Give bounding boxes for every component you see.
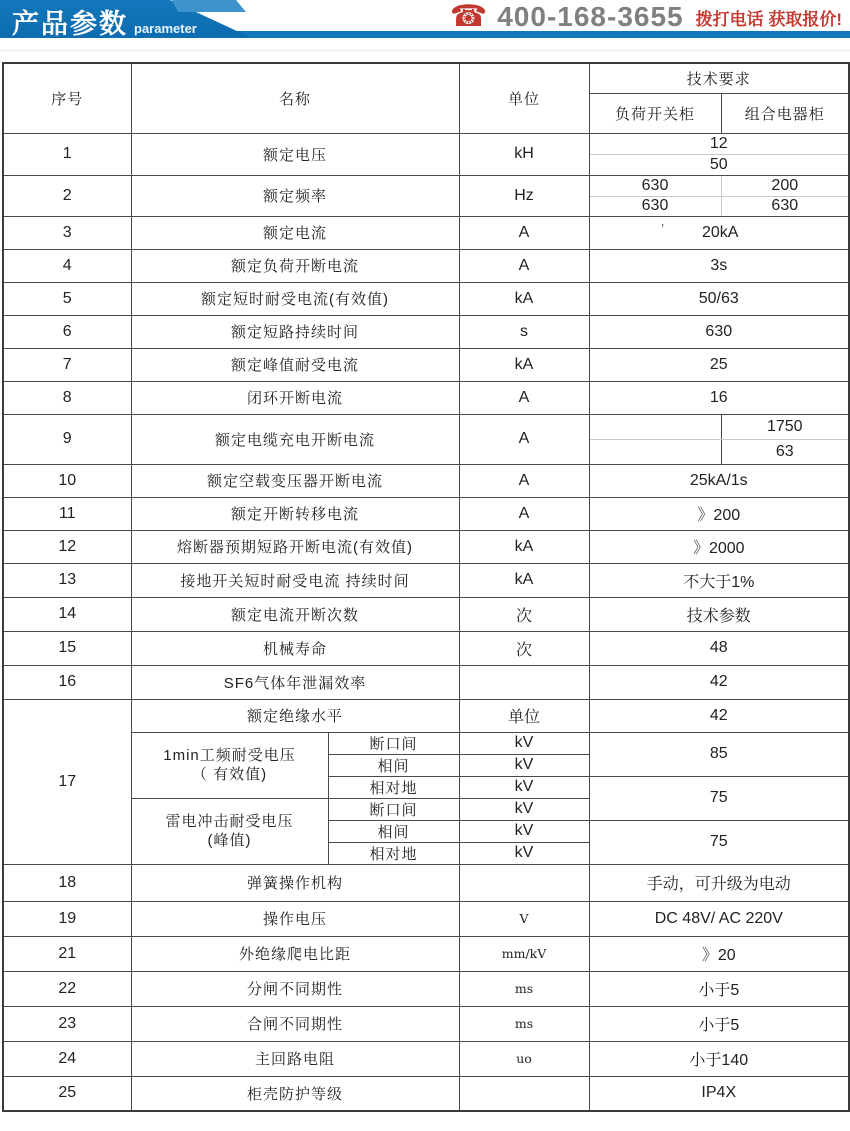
row-name: 额定电缆充电开断电流 [131,414,459,464]
row-name: 分闸不同期性 [131,971,459,1006]
row-name: 外绝缘爬电比距 [131,936,459,971]
row-value-empty [589,414,721,439]
row-name: 额定峰值耐受电流 [131,348,459,381]
row-name: 额定短路持续时间 [131,315,459,348]
row-seq: 11 [3,497,131,530]
table-row [3,464,849,497]
row-seq: 21 [3,936,131,971]
row-name: 额定绝缘水平 [131,699,459,732]
row-unit: kV [459,732,589,754]
row-name: 额定电压 [131,133,459,175]
row-unit: kV [459,776,589,798]
row-value: 50/63 [589,282,849,315]
parameters-table [2,62,850,1112]
row-name: 额定频率 [131,175,459,216]
group-label-line2: （ 有效值) [191,766,268,783]
row-seq: 14 [3,597,131,631]
row-seq: 8 [3,381,131,414]
sub-row-label: 断口间 [328,798,459,820]
header-name: 名称 [131,63,459,133]
row-unit: 单位 [459,699,589,732]
row-seq: 4 [3,249,131,282]
row-unit: s [459,315,589,348]
row-value: 16 [589,381,849,414]
row-unit: A [459,414,589,464]
sub-row-label: 相对地 [328,776,459,798]
row-seq: 15 [3,631,131,665]
row-seq: 23 [3,1006,131,1041]
row-unit: 次 [459,597,589,631]
header-load-switch-cabinet: 负荷开关柜 [589,93,721,133]
row-unit: 次 [459,631,589,665]
row-unit: kH [459,133,589,175]
group-label-power-frequency [131,732,328,798]
row-seq: 18 [3,864,131,901]
table-row [3,699,849,732]
row-value: 42 [589,699,849,732]
row-name: 额定电流开断次数 [131,597,459,631]
table-row [3,133,849,154]
row-name: 额定电流 [131,216,459,249]
group-label-lightning-impulse [131,798,328,864]
row-value-text: 20kA [701,223,739,241]
row-unit: kV [459,820,589,842]
sub-row-label: 相间 [328,754,459,776]
row-value: DC 48V/ AC 220V [589,901,849,936]
row-seq: 10 [3,464,131,497]
row-value: 手动，可升级为电动 [589,864,849,901]
table-row [3,249,849,282]
row-value-cell: 1750 [721,414,849,439]
row-value-cell: 63 [721,439,849,464]
row-unit: A [459,464,589,497]
sub-row-label: 相对地 [328,842,459,864]
row-seq: 1 [3,133,131,175]
row-value: 不大于1% [589,563,849,597]
row-value: IP4X [589,1076,849,1111]
table-row [3,497,849,530]
row-name: 额定负荷开断电流 [131,249,459,282]
table-row [3,315,849,348]
row-seq: 12 [3,530,131,563]
header-combined-cabinet: 组合电器柜 [721,93,849,133]
row-unit: kA [459,282,589,315]
row-name: 弹簧操作机构 [131,864,459,901]
row-unit: Hz [459,175,589,216]
row-unit: kV [459,842,589,864]
row-value: 》20 [589,936,849,971]
row-unit: ms [459,1006,589,1041]
row-seq: 16 [3,665,131,699]
row-value: 小于5 [589,1006,849,1041]
row-value: 小于5 [589,971,849,1006]
row-seq: 9 [3,414,131,464]
divider-line [0,50,850,51]
row-unit: mm/kV [459,936,589,971]
row-unit: kA [459,348,589,381]
row-value: 小于140 [589,1041,849,1076]
header-tech: 技术要求 [589,63,849,93]
row-name: 柜壳防护等级 [131,1076,459,1111]
row-seq: 13 [3,563,131,597]
row-value: 25 [589,348,849,381]
row-name: 额定短时耐受电流(有效值) [131,282,459,315]
row-seq: 17 [3,699,131,864]
row-value: 630 [589,315,849,348]
header-seq: 序号 [3,63,131,133]
row-seq: 19 [3,901,131,936]
row-unit [459,864,589,901]
row-unit: ms [459,971,589,1006]
table-row [3,175,849,196]
table-row [3,864,849,901]
row-value: 75 [589,776,849,820]
stray-mark: ’ [661,220,664,236]
table-row [3,665,849,699]
table-row [3,1076,849,1111]
table-row [3,631,849,665]
table-row [3,1041,849,1076]
row-value-top: 12 [589,133,849,154]
page-subtitle: parameter [134,21,197,36]
table-row [3,381,849,414]
row-unit [459,1076,589,1111]
row-name: 额定开断转移电流 [131,497,459,530]
row-unit: A [459,249,589,282]
row-value [589,216,849,249]
row-seq: 24 [3,1041,131,1076]
phone-cta-text: 拨打电话 获取报价! [695,9,842,29]
row-seq: 25 [3,1076,131,1111]
table-row [3,901,849,936]
row-unit: uo [459,1041,589,1076]
row-value: 25kA/1s [589,464,849,497]
row-name: 合闸不同期性 [131,1006,459,1041]
sub-row-label: 相间 [328,820,459,842]
table-row [3,971,849,1006]
table-row [3,348,849,381]
row-unit: V [459,901,589,936]
row-unit: kV [459,754,589,776]
table-row [3,597,849,631]
row-unit: A [459,381,589,414]
page-title: 产品参数 [12,9,128,39]
row-name: 接地开关短时耐受电流 持续时间 [131,563,459,597]
row-value: 85 [589,732,849,776]
row-value: 》2000 [589,530,849,563]
row-value-empty [589,439,721,464]
row-seq: 7 [3,348,131,381]
row-name: 机械寿命 [131,631,459,665]
group-label-line1: 1min工频耐受电压 [163,746,296,764]
table-row [3,936,849,971]
row-name: 主回路电阻 [131,1041,459,1076]
table-row [3,414,849,439]
row-seq: 22 [3,971,131,1006]
table-row [3,1006,849,1041]
row-name: SF6气体年泄漏效率 [131,665,459,699]
row-value: 》200 [589,497,849,530]
row-value-cell: 630 [589,196,721,216]
table-row [3,216,849,249]
table-row [3,282,849,315]
row-seq: 2 [3,175,131,216]
row-value: 48 [589,631,849,665]
row-seq: 6 [3,315,131,348]
row-seq: 3 [3,216,131,249]
row-unit: A [459,497,589,530]
table-row [3,530,849,563]
row-value-cell: 630 [721,196,849,216]
row-value-cell: 630 [589,175,721,196]
row-value: 技术参数 [589,597,849,631]
row-unit: A [459,216,589,249]
row-unit [459,665,589,699]
row-unit: kV [459,798,589,820]
row-value-cell: 200 [721,175,849,196]
row-name: 额定空载变压器开断电流 [131,464,459,497]
phone-icon: ☎ [449,0,488,33]
sub-row-label: 断口间 [328,732,459,754]
group-label-line2: (峰值) [207,832,252,849]
row-unit: kA [459,530,589,563]
row-value: 75 [589,820,849,864]
phone-number[interactable]: 400-168-3655 [497,1,684,32]
row-value: 42 [589,665,849,699]
row-seq: 5 [3,282,131,315]
group-label-line1: 雷电冲击耐受电压 [165,812,294,830]
row-value-bottom: 50 [589,154,849,175]
row-value: 3s [589,249,849,282]
row-name: 操作电压 [131,901,459,936]
row-name: 闭环开断电流 [131,381,459,414]
header-unit: 单位 [459,63,589,133]
row-unit: kA [459,563,589,597]
table-header-row [3,63,849,93]
table-row [3,563,849,597]
row-name: 熔断器预期短路开断电流(有效值) [131,530,459,563]
